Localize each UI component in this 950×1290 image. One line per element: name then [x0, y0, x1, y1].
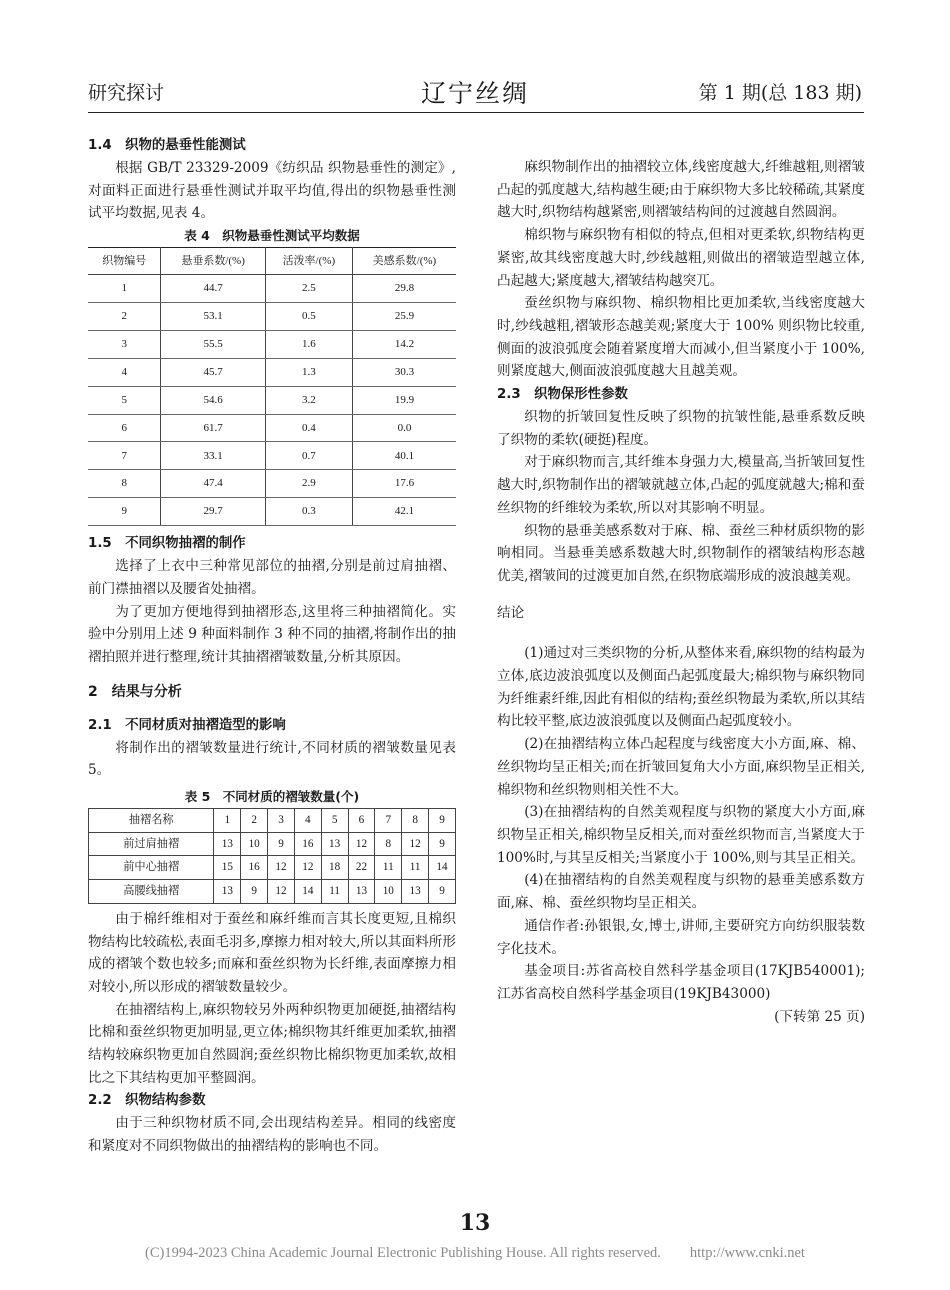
table-cell: 12 [268, 856, 295, 880]
table-cell: 53.1 [161, 303, 265, 331]
table-cell: 14 [429, 856, 456, 880]
table-header-cell: 活泼率/(%) [265, 248, 352, 275]
fund-note: 基金项目:苏省高校自然科学基金项目(17KJB540001);江苏省高校自然科学基金项目(19KJB43000) [497, 963, 865, 1002]
section-heading-2-3: 2.3 织物保形性参数 [497, 387, 628, 403]
table-cell: 0.4 [265, 414, 352, 442]
table-4-caption: 表 4 织物悬垂性测试平均数据 [184, 228, 360, 244]
table-cell: 14.2 [352, 330, 456, 358]
table-cell: 12 [294, 856, 321, 880]
table-row [88, 414, 456, 442]
table-cell: 47.4 [161, 470, 265, 498]
table-cell: 13 [402, 880, 429, 904]
table-cell: 高腰线抽褶 [89, 880, 214, 904]
journal-title: 辽宁丝绸 [420, 79, 529, 108]
table-cell: 6 [88, 414, 161, 442]
table-header-cell: 3 [268, 809, 295, 833]
table-header-cell: 6 [348, 809, 375, 833]
table-cell: 9 [241, 880, 268, 904]
table-cell: 0.5 [265, 303, 352, 331]
table-cell: 44.7 [161, 275, 265, 303]
paragraph: 由于三种织物材质不同,会出现结构差异。相同的线密度和紧度对不同织物做出的抽褶结构的影响也不同。 [88, 1115, 456, 1155]
table-cell: 0.3 [265, 498, 352, 526]
paragraph: 将制作出的褶皱数量进行统计,不同材质的褶皱数量见表 5。 [88, 739, 456, 779]
table-header-cell: 织物编号 [88, 248, 161, 275]
paragraph: 由于棉纤维相对于蚕丝和麻纤维而言其长度更短,且棉织物结构比较疏松,表面毛羽多,摩擦力相对较大,所以其面料所形成的褶皱个数也较多;而麻和蚕丝织物为长纤维,表面摩擦力相对较小,所以形成的褶皱数量较少。 [88, 910, 456, 995]
section-heading-1-5: 1.5 不同织物抽褶的制作 [88, 536, 246, 552]
paragraph: 棉织物与麻织物有相似的特点,但相对更柔软,织物结构更紧密,故其线密度越大时,纱线越粗,则做出的褶皱造型越立体,凸起越大;紧度越大,褶皱结构越突兀。 [497, 227, 865, 289]
table-cell: 1 [88, 275, 161, 303]
issue-number: 第 1 期(总 183 期) [698, 82, 862, 104]
table-cell: 0.0 [352, 414, 456, 442]
table-cell: 12 [348, 832, 375, 856]
table-cell: 4 [88, 358, 161, 386]
paragraph: 在抽褶结构上,麻织物较另外两种织物更加硬挺,抽褶结构比棉和蚕丝织物更加明显,更立体;棉织物其纤维更加柔软,抽褶结构较麻织物更加自然圆润;蚕丝织物比棉织物更加柔软,故相比之下其结构更加平整圆润。 [88, 1001, 456, 1086]
table-cell: 19.9 [352, 386, 456, 414]
table-cell: 2.5 [265, 275, 352, 303]
table-cell: 9 [429, 832, 456, 856]
table-row [88, 358, 456, 386]
table-cell: 8 [88, 470, 161, 498]
table-cell: 9 [429, 880, 456, 904]
table-cell: 13 [321, 832, 348, 856]
table-cell: 1.6 [265, 330, 352, 358]
table-cell: 8 [375, 832, 402, 856]
paragraph: (2)在抽褶结构立体凸起程度与线密度大小方面,麻、棉、丝织物均呈正相关;而在折皱回复角大小方面,麻织物呈正相关,棉织物和丝织物则相关性不大。 [497, 736, 865, 798]
table-cell: 10 [375, 880, 402, 904]
table-cell: 7 [88, 442, 161, 470]
table-cell: 14 [294, 880, 321, 904]
table-4 [88, 247, 456, 526]
table-cell: 13 [214, 832, 241, 856]
table-cell: 3 [88, 330, 161, 358]
table-cell: 33.1 [161, 442, 265, 470]
table-cell: 18 [321, 856, 348, 880]
table-cell: 15 [214, 856, 241, 880]
table-cell: 12 [402, 832, 429, 856]
table-header-cell: 5 [321, 809, 348, 833]
author-note: 通信作者:孙银银,女,博士,讲师,主要研究方向纺织服装数字化技术。 [497, 917, 865, 957]
table-header-cell: 2 [241, 809, 268, 833]
continued-note: (下转第 25 页) [774, 1008, 865, 1025]
table-cell: 2 [88, 303, 161, 331]
paragraph: 织物的悬垂美感系数对于麻、棉、蚕丝三种材质织物的影响相同。当悬垂美感系数越大时,织物制作的褶皱结构形态越优美,褶皱间的过渡更加自然,在织物底端形成的波浪越美观。 [497, 522, 865, 584]
table-row [89, 880, 456, 904]
table-row [88, 498, 456, 526]
table-cell: 40.1 [352, 442, 456, 470]
table-header-cell: 7 [375, 809, 402, 833]
paragraph: 对于麻织物而言,其纤维本身强力大,模量高,当折皱回复性越大时,织物制作出的褶皱就越立体,凸起的弧度就越大;棉和蚕丝织物的纤维较为柔软,所以对其影响不明显。 [497, 454, 865, 516]
table-cell: 61.7 [161, 414, 265, 442]
table-cell: 29.8 [352, 275, 456, 303]
table-cell: 12 [268, 880, 295, 904]
table-cell: 0.7 [265, 442, 352, 470]
table-cell: 11 [321, 880, 348, 904]
paragraph: 麻织物制作出的抽褶较立体,线密度越大,纤维越粗,则褶皱凸起的弧度越大,结构越生硬;由于麻织物大多比较稀疏,其紧度越大时,织物结构越紧密,则褶皱结构间的过渡越自然圆润。 [497, 159, 865, 221]
paragraph: 为了更加方便地得到抽褶形态,这里将三种抽褶简化。实验中分别用上述 9 种面料制作 3 种不同的抽褶,将制作出的抽褶拍照并进行整理,统计其抽褶褶皱数量,分析其原因。 [88, 603, 456, 665]
table-cell: 16 [241, 856, 268, 880]
table-row [89, 856, 456, 880]
table-cell: 16 [294, 832, 321, 856]
header-section-label: 研究探讨 [88, 82, 165, 104]
table-cell: 54.6 [161, 386, 265, 414]
table-cell: 9 [88, 498, 161, 526]
section-heading-2: 2 结果与分析 [88, 683, 182, 700]
table-cell: 前过肩抽褶 [89, 832, 214, 856]
page-number: 13 [459, 1210, 491, 1236]
paragraph: (1)通过对三类织物的分析,从整体来看,麻织物的结构最为立体,底边波浪弧度以及侧面凸起弧度最大;棉织物与麻织物同为纤维素纤维,因此有相似的结构;蚕丝织物最为柔软,所以其结构比较平整,底边波浪弧度以及侧面凸起弧度较小。 [497, 645, 865, 730]
table-cell: 3.2 [265, 386, 352, 414]
table-cell: 30.3 [352, 358, 456, 386]
table-5 [88, 808, 456, 904]
table-cell: 9 [268, 832, 295, 856]
right-column [497, 134, 865, 1028]
table-cell: 11 [402, 856, 429, 880]
table-cell: 11 [375, 856, 402, 880]
table-cell: 13 [214, 880, 241, 904]
table-cell: 5 [88, 386, 161, 414]
header-rule [88, 112, 864, 113]
paragraph: 根据 GB/T 23329-2009《纺织品 织物悬垂性的测定》,对面料正面进行悬垂性测试并取平均值,得出的织物悬垂性测试平均数据,见表 4。 [88, 160, 456, 222]
section-heading-2-2: 2.2 织物结构参数 [88, 1093, 206, 1109]
table-cell: 55.5 [161, 330, 265, 358]
table-cell: 17.6 [352, 470, 456, 498]
paragraph: 织物的折皱回复性反映了织物的抗皱性能,悬垂系数反映了织物的柔软(硬挺)程度。 [497, 409, 865, 448]
table-row [88, 303, 456, 331]
table-cell: 前中心抽褶 [89, 856, 214, 880]
table-header-cell: 抽褶名称 [89, 809, 214, 833]
paragraph: 蚕丝织物与麻织物、棉织物相比更加柔软,当线密度越大时,纱线越粗,褶皱形态越美观;紧度大于 100% 则织物比较重,侧面的波浪弧度会随着紧度增大而减小,但当紧度小于 100%,则紧度越大,侧面波浪弧度越大且越美观。 [497, 295, 865, 380]
conclusion-heading: 结论 [497, 604, 525, 621]
table-cell: 1.3 [265, 358, 352, 386]
table-cell: 29.7 [161, 498, 265, 526]
table-cell: 42.1 [352, 498, 456, 526]
table-cell: 10 [241, 832, 268, 856]
copyright-footer: (C)1994-2023 China Academic Journal Electronic Publishing House. All rights reserved. http://www.cnki.net [145, 1245, 805, 1261]
table-cell: 22 [348, 856, 375, 880]
table-cell: 2.9 [265, 470, 352, 498]
section-heading-1-4: 1.4 织物的悬垂性能测试 [88, 138, 246, 153]
table-row [88, 442, 456, 470]
table-header-cell: 9 [429, 809, 456, 833]
table-row [88, 330, 456, 358]
table-5-caption: 表 5 不同材质的褶皱数量(个) [184, 789, 360, 805]
table-header-cell: 8 [402, 809, 429, 833]
paragraph: 选择了上衣中三种常见部位的抽褶,分别是前过肩抽褶、前门襟抽褶以及腰省处抽褶。 [88, 558, 456, 597]
table-cell: 13 [348, 880, 375, 904]
table-row [89, 832, 456, 856]
paragraph: (3)在抽褶结构的自然美观程度与织物的紧度大小方面,麻织物呈正相关,棉织物呈反相关,而对蚕丝织物而言,当紧度大于 100%时,与其呈反相关;当紧度小于 100%,则与其呈正相关。 [497, 804, 865, 866]
table-row [88, 386, 456, 414]
section-heading-2-1: 2.1 不同材质对抽褶造型的影响 [88, 717, 286, 733]
table-header-cell: 美感系数/(%) [352, 248, 456, 275]
paragraph: (4)在抽褶结构的自然美观程度与织物的悬垂美感系数方面,麻、棉、蚕丝织物均呈正相关。 [497, 872, 865, 912]
table-cell: 25.9 [352, 303, 456, 331]
table-header-cell: 悬垂系数/(%) [161, 248, 265, 275]
left-column [88, 134, 456, 1158]
table-row [88, 470, 456, 498]
table-cell: 45.7 [161, 358, 265, 386]
table-header-cell: 1 [214, 809, 241, 833]
table-header-cell: 4 [294, 809, 321, 833]
table-row [88, 275, 456, 303]
